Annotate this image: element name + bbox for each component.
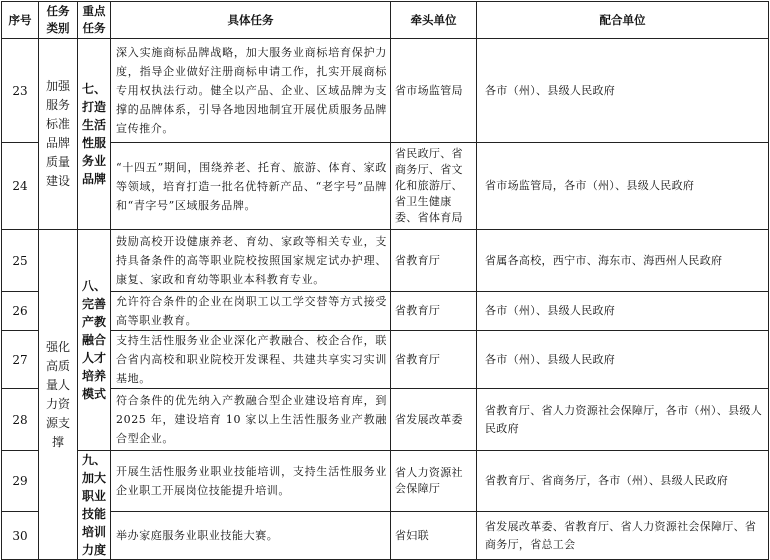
lead-unit-cell: 省教育厅 [391, 230, 477, 292]
key-task-cell: 八、完善产教融合人才培养模式 [78, 230, 111, 451]
coop-unit-cell: 省教育厅、省人力资源社会保障厅，各市（州）、县级人民政府 [477, 389, 769, 451]
header-category: 任务 类别 [39, 2, 78, 39]
coop-unit-cell: 各市（州）、县级人民政府 [477, 39, 769, 143]
row-number: 28 [2, 389, 39, 451]
table-row [2, 292, 769, 331]
header-row [2, 2, 769, 39]
task-table [1, 1, 769, 560]
lead-unit-cell: 省教育厅 [391, 292, 477, 331]
header-no: 序号 [2, 2, 39, 39]
coop-unit-cell: 省属各高校，西宁市、海东市、海西州人民政府 [477, 230, 769, 292]
task-cell: 深入实施商标品牌战略，加大服务业商标培育保护力度，指导企业做好注册商标申请工作，扎实开展商标专用权执法行动。健全以产品、企业、区域品牌为支撑的品牌体系，引导各地因地制宜开展优质服务品牌宣传推介。 [111, 39, 391, 143]
row-number: 27 [2, 331, 39, 389]
row-number: 30 [2, 512, 39, 560]
key-task-cell: 九、加大职业技能培训力度 [78, 451, 111, 560]
header-key-task: 重点 任务 [78, 2, 111, 39]
lead-unit-cell: 省发展改革委 [391, 389, 477, 451]
task-cell: “十四五”期间，围绕养老、托育、旅游、体育、家政等领域，培育打造一批名优特新产品、“老字号”品牌和“青字号”区域服务品牌。 [111, 143, 391, 230]
task-cell: 支持生活性服务业企业深化产教融合、校企合作，联合省内高校和职业院校开发课程、共建共享实习实训基地。 [111, 331, 391, 389]
category-cell: 强化高质量人力资源支撑 [39, 230, 78, 560]
category-cell: 加强服务标准品牌质量建设 [39, 39, 78, 230]
table-row [2, 389, 769, 451]
coop-unit-cell: 各市（州）、县级人民政府 [477, 292, 769, 331]
row-number: 23 [2, 39, 39, 143]
table-row [2, 331, 769, 389]
header-lead: 牵头单位 [391, 2, 477, 39]
coop-unit-cell: 省市场监管局，各市（州）、县级人民政府 [477, 143, 769, 230]
coop-unit-cell: 省发展改革委、省教育厅、省人力资源社会保障厅、省商务厅，省总工会 [477, 512, 769, 560]
table-row [2, 39, 769, 143]
row-number: 25 [2, 230, 39, 292]
key-task-cell: 七、打造生活性服务业品牌 [78, 39, 111, 230]
table-row [2, 451, 769, 512]
lead-unit-cell: 省人力资源社会保障厅 [391, 451, 477, 512]
header-coop: 配合单位 [477, 2, 769, 39]
coop-unit-cell: 省教育厅、省商务厅，各市（州）、县级人民政府 [477, 451, 769, 512]
lead-unit-cell: 省民政厅、省商务厅、省文化和旅游厅、省卫生健康委、省体育局 [391, 143, 477, 230]
task-cell: 符合条件的优先纳入产教融合型企业建设培育库，到 2025 年，建设培育 10 家以上生活性服务业产教融合型企业。 [111, 389, 391, 451]
row-number: 24 [2, 143, 39, 230]
task-cell: 鼓励高校开设健康养老、育幼、家政等相关专业，支持具备条件的高等职业院校按照国家规定试办护理、康复、家政和育幼等职业本科教育专业。 [111, 230, 391, 292]
table-row [2, 230, 769, 292]
lead-unit-cell: 省市场监管局 [391, 39, 477, 143]
row-number: 29 [2, 451, 39, 512]
task-cell: 举办家庭服务业职业技能大赛。 [111, 512, 391, 560]
task-cell: 允许符合条件的企业在岗职工以工学交替等方式接受高等职业教育。 [111, 292, 391, 331]
table-row [2, 143, 769, 230]
lead-unit-cell: 省教育厅 [391, 331, 477, 389]
lead-unit-cell: 省妇联 [391, 512, 477, 560]
row-number: 26 [2, 292, 39, 331]
coop-unit-cell: 各市（州）、县级人民政府 [477, 331, 769, 389]
table-row [2, 512, 769, 560]
task-cell: 开展生活性服务业职业技能培训，支持生活性服务业企业职工开展岗位技能提升培训。 [111, 451, 391, 512]
header-task: 具体任务 [111, 2, 391, 39]
